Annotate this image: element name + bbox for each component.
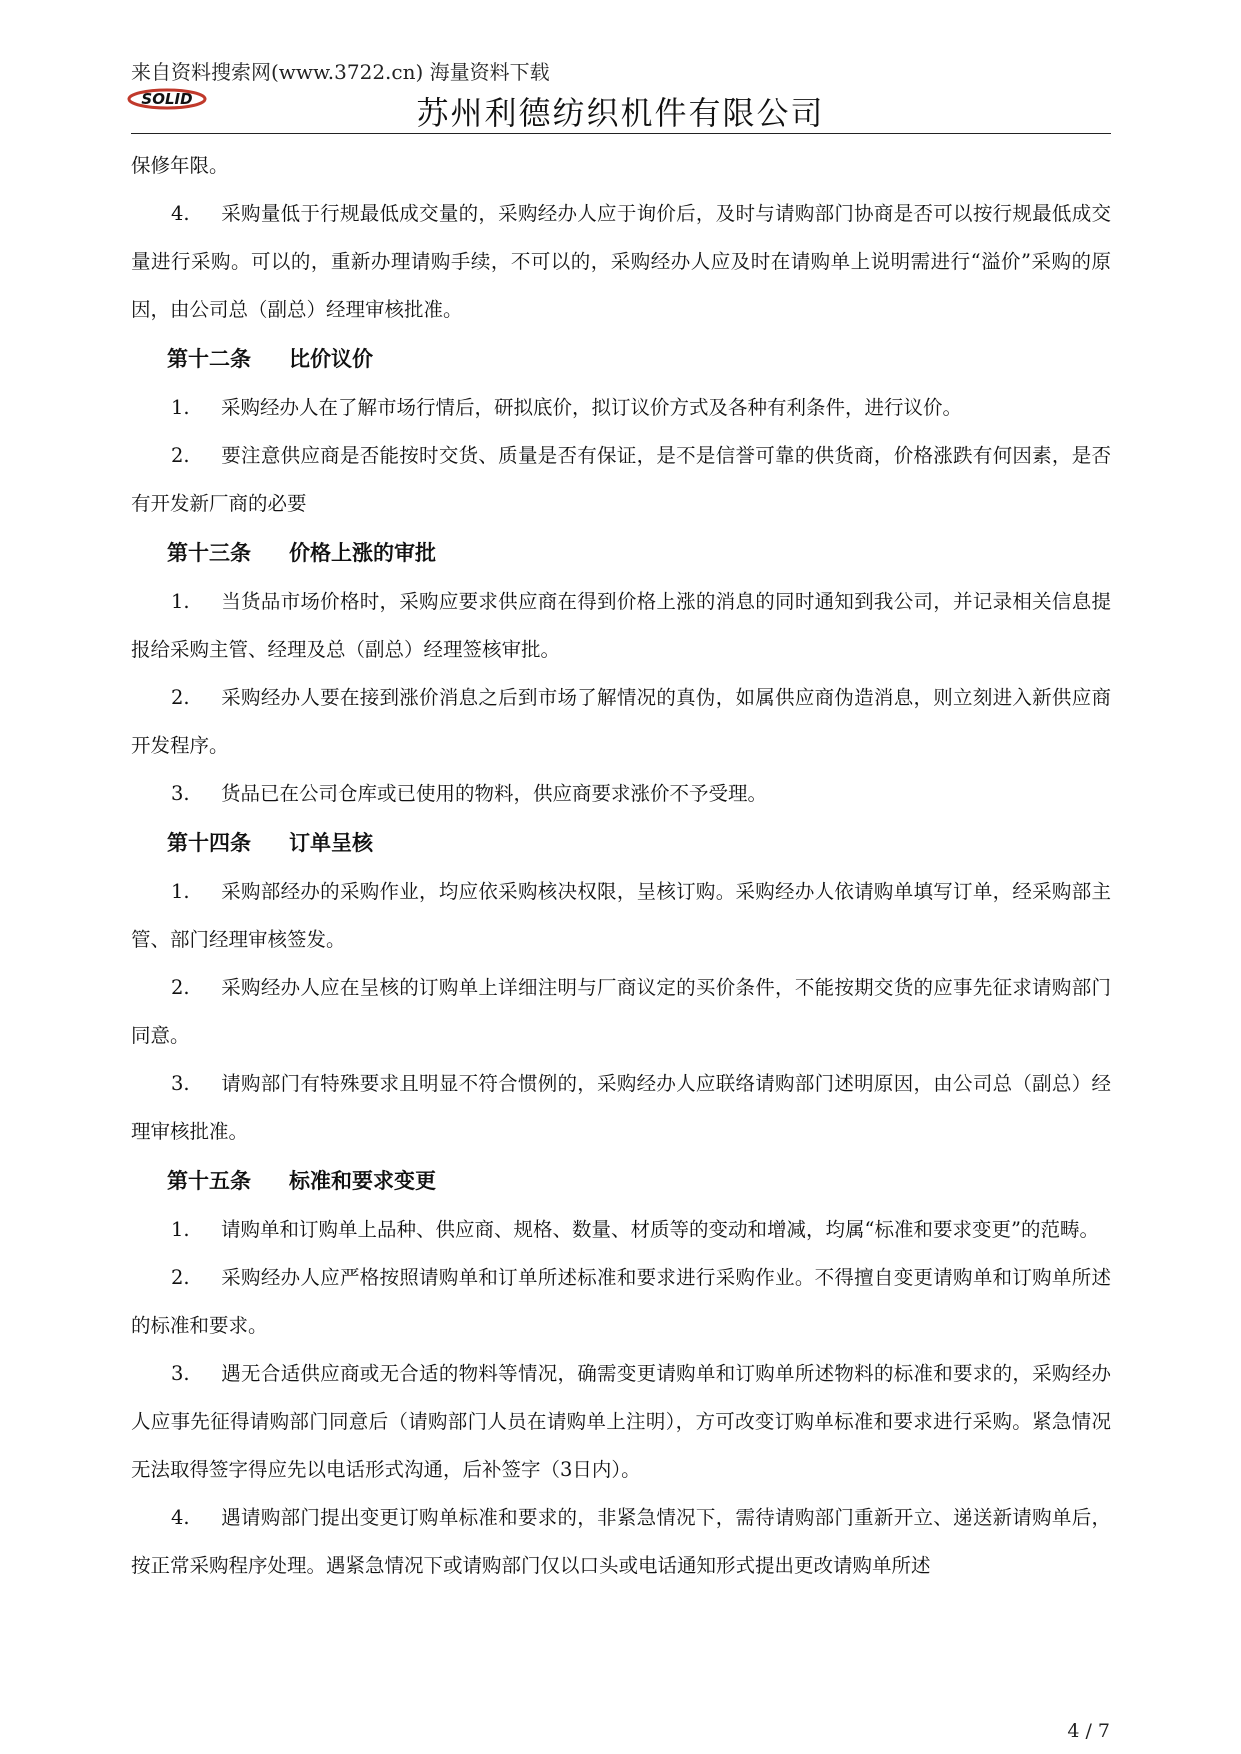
item-number: 1. bbox=[171, 880, 190, 903]
svg-text:SOLID: SOLID bbox=[141, 90, 193, 108]
paragraph bbox=[131, 1494, 1111, 1590]
item-number: 4. bbox=[171, 1506, 190, 1529]
paragraph-text: 请购单和订购单上品种、供应商、规格、数量、材质等的变动和增减，均属“标准和要求变更”的范畴。 bbox=[221, 1218, 1099, 1241]
section-number: 第十三条 bbox=[167, 541, 251, 565]
item-number: 2. bbox=[171, 1266, 190, 1289]
paragraph-text: 货品已在公司仓库或已使用的物料，供应商要求涨价不予受理。 bbox=[221, 782, 768, 805]
section-title: 标准和要求变更 bbox=[289, 1169, 436, 1193]
section-title: 比价议价 bbox=[289, 347, 373, 371]
paragraph-text: 采购量低于行规最低成交量的，采购经办人应于询价后，及时与请购部门协商是否可以按行规最低成交量进行采购。可以的，重新办理请购手续，不可以的，采购经办人应及时在请购单上说明需进行“溢价”采购的原因，由公司总（副总）经理审核批准。 bbox=[131, 202, 1111, 321]
section-heading bbox=[131, 818, 1111, 868]
item-number: 2. bbox=[171, 976, 190, 999]
paragraph bbox=[131, 1350, 1111, 1494]
header-divider bbox=[131, 133, 1111, 134]
paragraph bbox=[131, 868, 1111, 964]
paragraph bbox=[131, 1206, 1111, 1254]
section-heading bbox=[131, 528, 1111, 578]
paragraph bbox=[131, 1254, 1111, 1350]
section-heading bbox=[131, 334, 1111, 384]
paragraph-text: 要注意供应商是否能按时交货、质量是否有保证，是不是信誉可靠的供货商，价格涨跌有何因素，是否有开发新厂商的必要 bbox=[131, 444, 1111, 515]
item-number: 4. bbox=[171, 202, 190, 225]
paragraph bbox=[131, 674, 1111, 770]
page-number: 4 / 7 bbox=[1067, 1720, 1110, 1742]
section-title: 订单呈核 bbox=[289, 831, 373, 855]
item-number: 3. bbox=[171, 1362, 190, 1385]
paragraph-text: 采购经办人应严格按照请购单和订单所述标准和要求进行采购作业。不得擅自变更请购单和订购单所述的标准和要求。 bbox=[131, 1266, 1111, 1337]
item-number: 2. bbox=[171, 686, 190, 709]
paragraph-text: 采购经办人在了解市场行情后，研拟底价，拟订议价方式及各种有利条件，进行议价。 bbox=[221, 396, 963, 419]
section-title: 价格上涨的审批 bbox=[289, 541, 436, 565]
paragraph bbox=[131, 190, 1111, 334]
paragraph-text: 遇请购部门提出变更订购单标准和要求的，非紧急情况下，需待请购部门重新开立、递送新请购单后，按正常采购程序处理。遇紧急情况下或请购部门仅以口头或电话通知形式提出更改请购单所述 bbox=[131, 1506, 1111, 1577]
section-number: 第十四条 bbox=[167, 831, 251, 855]
paragraph bbox=[131, 770, 1111, 818]
item-number: 1. bbox=[171, 1218, 190, 1241]
section-heading bbox=[131, 1156, 1111, 1206]
paragraph-text: 采购经办人应在呈核的订购单上详细注明与厂商议定的买价条件，不能按期交货的应事先征求请购部门同意。 bbox=[131, 976, 1111, 1047]
item-number: 2. bbox=[171, 444, 190, 467]
paragraph-text: 采购经办人要在接到涨价消息之后到市场了解情况的真伪，如属供应商伪造消息，则立刻进入新供应商开发程序。 bbox=[131, 686, 1111, 757]
item-number: 3. bbox=[171, 1072, 190, 1095]
section-number: 第十二条 bbox=[167, 347, 251, 371]
paragraph bbox=[131, 964, 1111, 1060]
paragraph-text: 采购部经办的采购作业，均应依采购核决权限，呈核订购。采购经办人依请购单填写订单，经采购部主管、部门经理审核签发。 bbox=[131, 880, 1111, 951]
watermark-text: 来自资料搜索网(www.3722.cn) 海量资料下载 bbox=[131, 60, 550, 84]
item-number: 1. bbox=[171, 590, 190, 613]
paragraph bbox=[131, 432, 1111, 528]
document-body bbox=[131, 142, 1111, 1590]
paragraph-text: 请购部门有特殊要求且明显不符合惯例的，采购经办人应联络请购部门述明原因，由公司总（副总）经理审核批准。 bbox=[131, 1072, 1111, 1143]
paragraph-text: 保修年限。 bbox=[131, 154, 229, 177]
company-name: 苏州利德纺织机件有限公司 bbox=[416, 94, 825, 132]
item-number: 3. bbox=[171, 782, 190, 805]
section-number: 第十五条 bbox=[167, 1169, 251, 1193]
paragraph-text: 遇无合适供应商或无合适的物料等情况，确需变更请购单和订购单所述物料的标准和要求的，采购经办人应事先征得请购部门同意后（请购部门人员在请购单上注明），方可改变订购单标准和要求进行采购。紧急情况无法取得签字得应先以电话形式沟通，后补签字（3日内）。 bbox=[131, 1362, 1111, 1481]
paragraph bbox=[131, 142, 1111, 190]
item-number: 1. bbox=[171, 396, 190, 419]
paragraph bbox=[131, 578, 1111, 674]
paragraph-text: 当货品市场价格时，采购应要求供应商在得到价格上涨的消息的同时通知到我公司，并记录相关信息提报给采购主管、经理及总（副总）经理签核审批。 bbox=[131, 590, 1111, 661]
paragraph bbox=[131, 384, 1111, 432]
paragraph bbox=[131, 1060, 1111, 1156]
